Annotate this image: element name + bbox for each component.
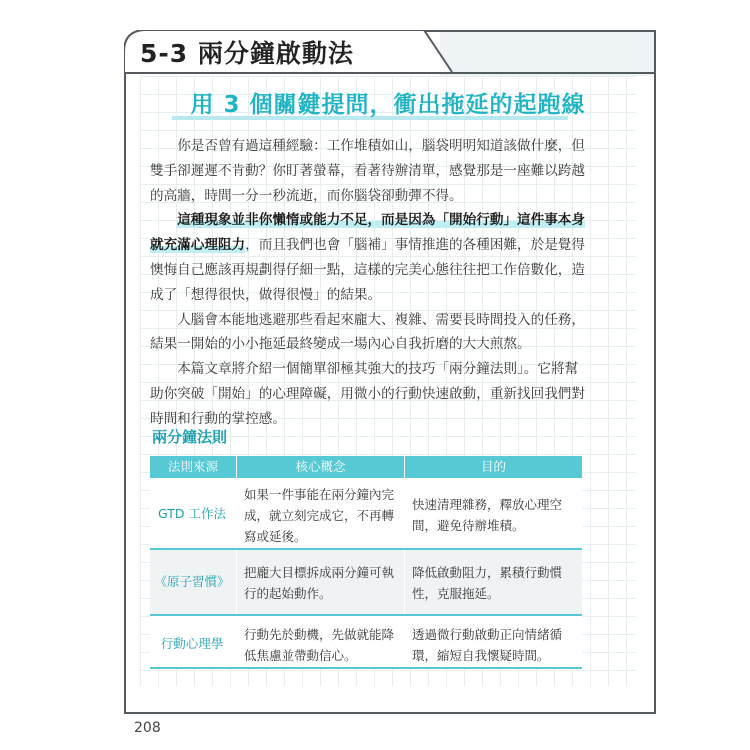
- table-header-purpose: 目的: [405, 456, 582, 478]
- table-cell-source: GTD 工作法: [158, 506, 226, 521]
- table-cell-purpose: 降低啟動阻力，累積行動慣性，克服拖延。: [412, 565, 563, 601]
- column-divider: [236, 550, 237, 614]
- highlighted-sentence: 這種現象並非你懶惰或能力不足，而是因為「開始行動」這件事本身就充滿心理阻力: [150, 212, 585, 254]
- chapter-title: 5-3 兩分鐘啟動法: [140, 39, 354, 68]
- paragraph-3: 人腦會本能地逃避那些看起來龐大、複雜、需要長時間投入的任務，結果一開始的小小拖延最終變成一場內心自我折磨的大大煎熬。: [150, 311, 585, 353]
- paragraph-2: [150, 208, 590, 307]
- table-cell-concept: 把龐大目標拆成兩分鐘可執行的起始動作。: [244, 565, 395, 601]
- table-header-source: 法則來源: [150, 456, 236, 478]
- table-cell-source: 行動心理學: [160, 636, 224, 651]
- table-cell-source: 《原子習慣》: [154, 574, 230, 589]
- header-band: [440, 30, 654, 76]
- table-cell-concept: 如果一件事能在兩分鐘內完成，就立刻完成它，不再轉寫或延後。: [244, 487, 395, 544]
- table-cell-purpose: 透過微行動啟動正向情緒循環，縮短自我懷疑時間。: [412, 627, 563, 663]
- row-divider: [150, 667, 582, 669]
- table-cell-purpose: 快速清理雜務，釋放心理空間，避免待辦堆積。: [412, 497, 563, 533]
- column-divider: [404, 550, 405, 614]
- body-text: [150, 134, 590, 432]
- paragraph-4: 本篇文章將介紹一個簡單卻極其強大的技巧「兩分鐘法則」。它將幫助你突破「開始」的心理障礙，用微小的行動快速啟動，重新找回我們對時間和行動的掌控感。: [150, 361, 585, 427]
- table-cell-concept: 行動先於動機，先做就能降低焦慮並帶動信心。: [244, 627, 395, 663]
- page-number: 208: [134, 720, 161, 736]
- paragraph-2-rest: ，而且我們也會「腦補」事情推進的各種困難，於是覺得懊悔自己應該再規劃得仔細一點，這樣的完美心態往往把工作倍數化，造成了「想得很快，做得很慢」的結果。: [150, 237, 585, 303]
- page-headline: 用 3 個關鍵提問，衝出拖延的起跑線: [190, 92, 586, 118]
- section-heading: 兩分鐘法則: [152, 428, 228, 446]
- paragraph-1: 你是否曾有過這種經驗：工作堆積如山，腦袋明明知道該做什麼，但雙手卻遲遲不肯動？你盯著螢幕，看著待辦清單，感覺那是一座難以跨越的高牆，時間一分一秒流逝，而你腦袋卻動彈不得。: [150, 138, 585, 204]
- table-header-concept: 核心概念: [237, 456, 404, 478]
